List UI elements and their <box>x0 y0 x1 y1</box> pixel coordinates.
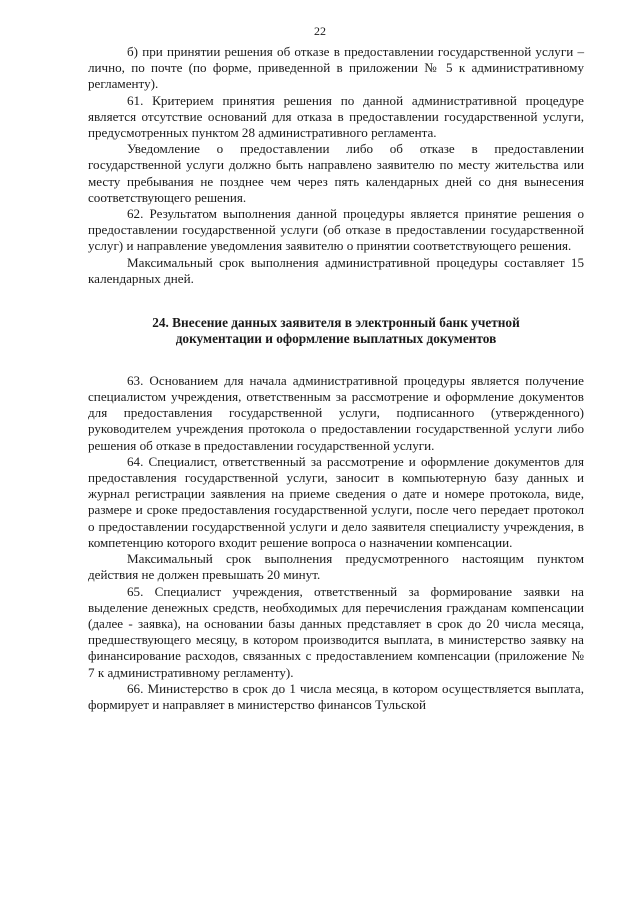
document-body <box>88 44 584 713</box>
paragraph-b-notification: б) при принятии решения об отказе в предоставлении государственной услуги – лично, по почте (по форме, приведенной в приложении № 5 к административному регламенту). <box>88 44 584 92</box>
paragraph-66: 66. Министерство в срок до 1 числа месяца, в котором осуществляется выплата, формирует и направляет в министерство финансов Тульской <box>88 680 584 712</box>
section-heading-line-2: документации и оформление выплатных документов <box>175 331 497 347</box>
paragraph-63: 63. Основанием для начала административной процедуры является получение специалистом учреждения, ответственным за рассмотрение и оформление документов для предоставления государственной услуги, подписанного (утвержденного) руководителем учреждения протокола о предоставлении государственной услуги либо решения об отказе в предоставлении государственной услуги. <box>88 372 584 453</box>
paragraph-64: 64. Специалист, ответственный за рассмотрение и оформление документов для предоставления государственной услуги, заносит в компьютерную базу данных и журнал регистрации заявления на приеме сведения о дате и номере протокола, виде, размере и сроке предоставления государственной услуги, после чего передает протокол о предоставлении государственной услуги и дело заявителя специалисту учреждения, в компетенцию которого входит решение вопроса о назначении компенсации. <box>88 453 584 550</box>
page-number: 22 <box>314 24 326 38</box>
paragraph-max-term-20-minutes: Максимальный срок выполнения предусмотренного настоящим пунктом действия не должен превышать 20 минут. <box>88 551 584 583</box>
paragraph-notice-deadline: Уведомление о предоставлении либо об отказе в предоставлении государственной услуги должно быть направлено заявителю по месту жительства или месту пребывания не позднее чем через пять календарных дней со дня вынесения соответствующего решения. <box>88 141 584 205</box>
paragraph-max-term-15-days: Максимальный срок выполнения административной процедуры составляет 15 календарных дней. <box>88 254 584 286</box>
section-heading-24 <box>88 315 584 348</box>
paragraph-61: 61. Критерием принятия решения по данной административной процедуре является отсутствие оснований для отказа в предоставлении государственной услуги, предусмотренных пунктом 28 административного регламента. <box>88 92 584 141</box>
paragraph-65: 65. Специалист учреждения, ответственный за формирование заявки на выделение денежных средств, необходимых для перечисления гражданам компенсации (далее - заявка), на основании базы данных представляет в срок до 20 числа месяца, предшествующего месяцу, в котором производится выплата, в министерство заявку на финансирование расходов, связанных с предоставлением компенсации (приложение № 7 к административному регламенту). <box>88 583 584 680</box>
section-heading-line-1: 24. Внесение данных заявителя в электронный банк учетной <box>152 315 520 331</box>
paragraph-62: 62. Результатом выполнения данной процедуры является принятие решения о предоставлении государственной услуги (об отказе в предоставлении государственной услуг) и направление уведомления заявителю о принятии соответствующего решения. <box>88 206 584 254</box>
